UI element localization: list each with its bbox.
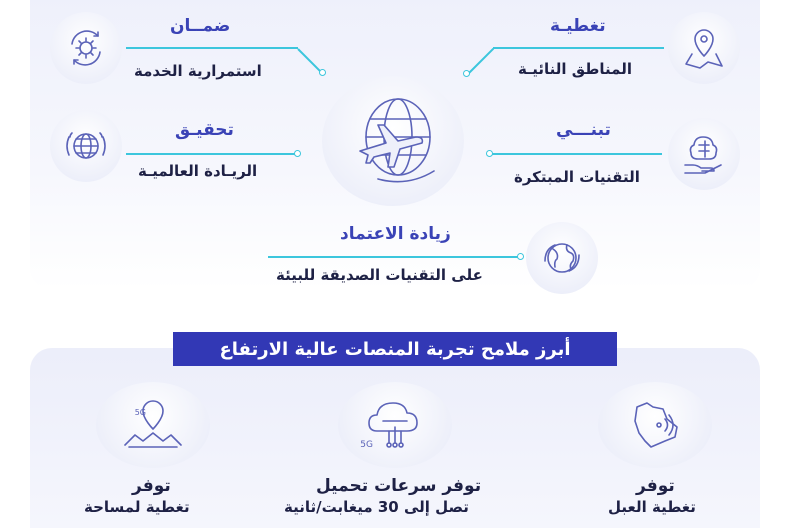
coverage-title: تغطيـة — [550, 16, 606, 36]
adopt-title: تبنـــي — [556, 120, 611, 140]
section-banner: أبرز ملامح تجربة المنصات عالية الارتفاع — [173, 332, 617, 366]
guarantee-desc: استمرارية الخدمة — [134, 62, 262, 80]
plane-globe-icon — [322, 76, 464, 206]
highlight-center-title: توفر سرعات تحميل — [316, 476, 482, 496]
cloud-5g-icon — [338, 382, 452, 468]
coverage-desc: المناطق النائيـة — [518, 60, 632, 78]
increase-line — [268, 256, 522, 258]
5g-tower-icon — [96, 382, 210, 468]
increase-dot — [517, 253, 524, 260]
adopt-desc: التقنيات المبتكرة — [514, 168, 640, 186]
saudi-map-signal-icon — [598, 382, 712, 468]
highlight-right-desc: تغطية العبل — [608, 498, 696, 516]
guarantee-title: ضمــان — [170, 16, 231, 36]
coverage-dot — [463, 70, 470, 77]
achieve-line — [126, 153, 296, 155]
gear-cycle-icon — [50, 12, 122, 84]
adopt-dot — [486, 150, 493, 157]
achieve-desc: الريـادة العالميـة — [138, 162, 258, 180]
guarantee-line — [126, 47, 298, 49]
highlight-right-title: توفر — [636, 476, 675, 496]
highlight-center-desc: تصل إلى 30 ميغابت/ثانية — [284, 498, 469, 516]
map-pin-icon — [668, 12, 740, 84]
guarantee-dot — [319, 69, 326, 76]
increase-desc: على التقنيات الصديقة للبيئة — [276, 266, 483, 284]
adopt-line — [492, 153, 662, 155]
svg-text:5G: 5G — [360, 440, 373, 450]
globe-icon — [50, 110, 122, 182]
coverage-line — [493, 47, 664, 49]
highlight-left-title: توفر — [132, 476, 171, 496]
svg-text:5G: 5G — [134, 408, 146, 417]
achieve-dot — [294, 150, 301, 157]
increase-title: زيادة الاعتماد — [340, 224, 451, 244]
achieve-title: تحقيـق — [175, 120, 234, 140]
earth-leaf-icon — [526, 222, 598, 294]
highlight-left-desc: تغطية لمساحة — [84, 498, 190, 516]
brain-hand-icon — [668, 118, 740, 190]
